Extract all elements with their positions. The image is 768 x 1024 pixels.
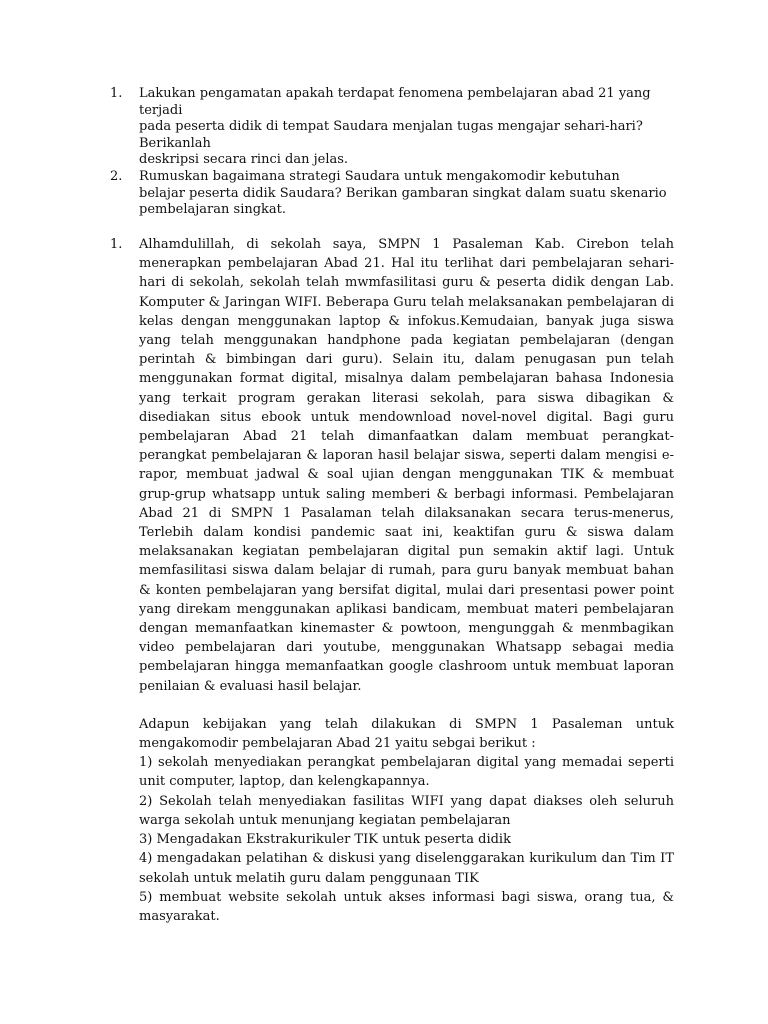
question-line: belajar peserta didik Saudara? Berikan gambaran singkat dalam suatu skenario — [139, 185, 667, 201]
question-list — [110, 86, 690, 219]
question-number: 2. — [110, 168, 123, 184]
answer-item-1 — [110, 235, 674, 926]
question-item-2 — [110, 169, 690, 219]
policy-item-1: 1) sekolah menyediakan perangkat pembelajaran digital yang memadai seperti unit computer, laptop, dan kelengkapannya. — [139, 755, 674, 790]
question-line: pada peserta didik di tempat Saudara menjalan tugas mengajar sehari-hari? Berikanlah — [139, 119, 643, 151]
question-line: pembelajaran singkat. — [139, 202, 287, 218]
paragraph-spacer — [139, 696, 674, 715]
policy-item-4: 4) mengadakan pelatihan & diskusi yang diselenggarakan kurikulum dan Tim IT sekolah untuk melatih guru dalam penggunaan TIK — [139, 851, 674, 886]
policy-item-2: 2) Sekolah telah menyediakan fasilitas WIFI yang dapat diakses oleh seluruh warga sekolah untuk menunjang kegiatan pembelajaran — [139, 793, 674, 828]
question-line: Lakukan pengamatan apakah terdapat fenomena pembelajaran abad 21 yang terjadi — [139, 86, 651, 118]
answer-paragraph: Alhamdulillah, di sekolah saya, SMPN 1 Pasaleman Kab. Cirebon telah menerapkan pembelajaran Abad 21. Hal itu terlihat dari pembelajaran sehari-hari di sekolah, sekolah telah mwmfasilitasi guru & peserta didik dengan Lab. Komputer & Jaringan WIFI. Beberapa Guru telah melaksanakan pembelajaran di kelas dengan menggunakan laptop & infokus.Kemudaian, banyak juga siswa yang telah menggunakan handphone pada kegiatan pembelajaran (dengan perintah & bimbingan dari guru). Selain itu, dalam penugasan pun telah menggunakan format digital, misalnya dalam pembelajaran bahasa Indonesia yang terkait program gerakan literasi sekolah, para siswa dibagikan & disediakan situs ebook untuk mendownload novel-novel digital. Bagi guru pembelajaran Abad 21 telah dimanfaatkan dalam membuat perangkat-perangkat pembelajaran & laporan hasil belajar siswa, seperti dalam mengisi e-rapor, membuat jadwal & soal ujian dengan menggunakan TIK & membuat grup-grup whatsapp untuk saling memberi & berbagi informasi. Pembelajaran Abad 21 di SMPN 1 Pasalaman telah dilaksanakan secara terus-menerus, Terlebih dalam kondisi pandemic saat ini, keaktifan guru & siswa dalam melaksanakan kegiatan pembelajaran digital pun semakin aktif lagi. Untuk memfasilitasi siswa dalam belajar di rumah, para guru banyak membuat bahan & konten pembelajaran yang bersifat digital, mulai dari presentasi power point yang direkam menggunakan aplikasi bandicam, membuat materi pembelajaran dengan memanfaatkan kinemaster & powtoon, mengunggah & menmbagikan video pembelajaran dari youtube, menggunakan Whatsapp sebagai media pembelajaran hingga memanfaatkan google clashroom untuk membuat laporan penilaian & evaluasi hasil belajar. — [139, 237, 674, 694]
answer-number: 1. — [110, 237, 123, 252]
question-line: deskripsi secara rinci dan jelas. — [139, 152, 349, 168]
question-number: 1. — [110, 86, 123, 101]
question-item-1 — [110, 86, 690, 169]
answer-section — [110, 235, 674, 926]
policy-item-5: 5) membuat website sekolah untuk akses informasi bagi siswa, orang tua, & masyarakat. — [139, 889, 674, 924]
policy-item-3: 3) Mengadakan Ekstrakurikuler TIK untuk peserta didik — [139, 832, 511, 848]
question-line: Rumuskan bagaimana strategi Saudara untuk mengakomodir kebutuhan — [139, 168, 620, 184]
policy-intro: Adapun kebijakan yang telah dilakukan di SMPN 1 Pasaleman untuk mengakomodir pembelajaran Abad 21 yaitu sebgai berikut : — [139, 716, 674, 752]
